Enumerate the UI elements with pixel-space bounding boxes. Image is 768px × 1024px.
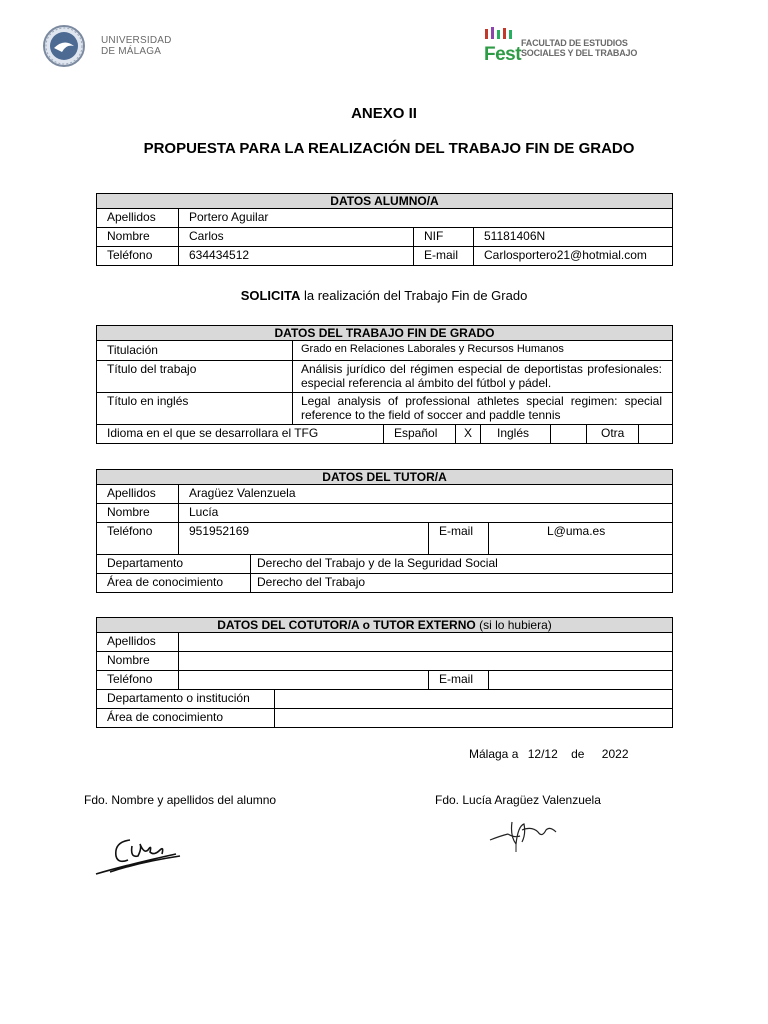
uma-seal-icon	[40, 24, 92, 68]
uma-logo	[40, 24, 92, 68]
request-text: la realización del Trabajo Fin de Grado	[300, 288, 528, 303]
cotutor-table	[96, 617, 673, 728]
annex-title: ANEXO II	[351, 105, 417, 122]
student-email-label: E-mail	[414, 247, 474, 266]
date-line	[469, 747, 629, 761]
uma-name	[101, 35, 172, 57]
language-label: Idioma en el que se desarrollara el TFG	[97, 425, 384, 444]
cotutor-heading-note: (si lo hubiera)	[479, 618, 552, 632]
tutor-dept-field[interactable]: Derecho del Trabajo y de la Seguridad Social	[251, 555, 673, 574]
fest-people-icon	[484, 27, 520, 41]
cotutor-name-field[interactable]	[179, 652, 673, 671]
proposal-title: PROPUESTA PARA LA REALIZACIÓN DEL TRABAJO FIN DE GRADO	[143, 140, 635, 157]
tutor-phone-field[interactable]: 951952169	[179, 523, 429, 555]
tutor-signature-label: Fdo. Lucía Aragüez Valenzuela	[435, 793, 601, 807]
request-line	[0, 288, 768, 303]
tutor-email-field[interactable]: L@uma.es	[489, 523, 673, 555]
cotutor-name-label: Nombre	[97, 652, 179, 671]
student-signature-icon	[90, 832, 190, 882]
student-surname-label: Apellidos	[97, 209, 179, 228]
tutor-area-label: Área de conocimiento	[97, 574, 251, 593]
spanish-label: Español	[384, 425, 456, 444]
spanish-checkbox[interactable]: X	[456, 425, 481, 444]
fest-line2: SOCIALES Y DEL TRABAJO	[521, 48, 638, 58]
request-bold: SOLICITA	[240, 288, 301, 303]
cotutor-surname-field[interactable]	[179, 633, 673, 652]
date-place: Málaga a	[469, 747, 519, 761]
tutor-surname-label: Apellidos	[97, 485, 179, 504]
uma-line1: UNIVERSIDAD	[101, 35, 172, 46]
tutor-name-field[interactable]: Lucía	[179, 504, 673, 523]
date-de: de	[571, 747, 585, 761]
tutor-table	[96, 469, 673, 593]
tutor-signature-icon	[486, 812, 566, 854]
other-checkbox[interactable]	[639, 425, 673, 444]
tutor-phone-label: Teléfono	[97, 523, 179, 555]
cotutor-area-field[interactable]	[275, 709, 673, 728]
student-phone-field[interactable]: 634434512	[179, 247, 414, 266]
uma-line2: DE MÁLAGA	[101, 46, 162, 57]
project-title-field[interactable]: Análisis jurídico del régimen especial de deportistas profesionales: especial referencia al ámbito del fútbol y pádel.	[293, 361, 673, 393]
cotutor-heading-text: DATOS DEL COTUTOR/A o TUTOR EXTERNO	[217, 618, 476, 632]
cotutor-phone-label: Teléfono	[97, 671, 179, 690]
fest-logo	[484, 27, 520, 65]
cotutor-email-field[interactable]	[489, 671, 673, 690]
student-signature-label: Fdo. Nombre y apellidos del alumno	[84, 793, 277, 807]
project-title-en-field[interactable]: Legal analysis of professional athletes special regimen: special reference to the field of soccer and paddle tennis	[293, 393, 673, 425]
tutor-surname-field[interactable]: Aragüez Valenzuela	[179, 485, 673, 504]
student-nif-field[interactable]: 51181406N	[474, 228, 673, 247]
student-table	[96, 193, 673, 266]
cotutor-heading	[97, 618, 673, 633]
cotutor-area-label: Área de conocimiento	[97, 709, 275, 728]
student-phone-label: Teléfono	[97, 247, 179, 266]
fest-name	[521, 38, 637, 58]
tutor-heading: DATOS DEL TUTOR/A	[97, 470, 673, 485]
other-label: Otra	[587, 425, 639, 444]
date-day-month: 12/12	[527, 747, 558, 761]
tutor-dept-label: Departamento	[97, 555, 251, 574]
tutor-name-label: Nombre	[97, 504, 179, 523]
fest-wordmark: Fest	[484, 44, 522, 65]
date-year: 2022	[601, 747, 629, 761]
student-email-field[interactable]: Carlosportero21@hotmial.com	[474, 247, 673, 266]
degree-label: Titulación	[97, 341, 293, 361]
english-checkbox[interactable]	[551, 425, 587, 444]
student-heading: DATOS ALUMNO/A	[97, 194, 673, 209]
student-name-field[interactable]: Carlos	[179, 228, 414, 247]
cotutor-surname-label: Apellidos	[97, 633, 179, 652]
cotutor-dept-field[interactable]	[275, 690, 673, 709]
project-title-en-label: Título en inglés	[97, 393, 293, 425]
tutor-area-field[interactable]: Derecho del Trabajo	[251, 574, 673, 593]
tutor-email-label: E-mail	[429, 523, 489, 555]
student-name-label: Nombre	[97, 228, 179, 247]
project-table	[96, 325, 673, 444]
degree-field[interactable]: Grado en Relaciones Laborales y Recursos Humanos	[293, 341, 673, 361]
project-heading: DATOS DEL TRABAJO FIN DE GRADO	[97, 326, 673, 341]
project-title-label: Título del trabajo	[97, 361, 293, 393]
english-label: Inglés	[481, 425, 551, 444]
cotutor-email-label: E-mail	[429, 671, 489, 690]
cotutor-phone-field[interactable]	[179, 671, 429, 690]
fest-line1: FACULTAD DE ESTUDIOS	[521, 38, 628, 48]
cotutor-dept-label: Departamento o institución	[97, 690, 275, 709]
student-nif-label: NIF	[414, 228, 474, 247]
student-surname-field[interactable]: Portero Aguilar	[179, 209, 673, 228]
